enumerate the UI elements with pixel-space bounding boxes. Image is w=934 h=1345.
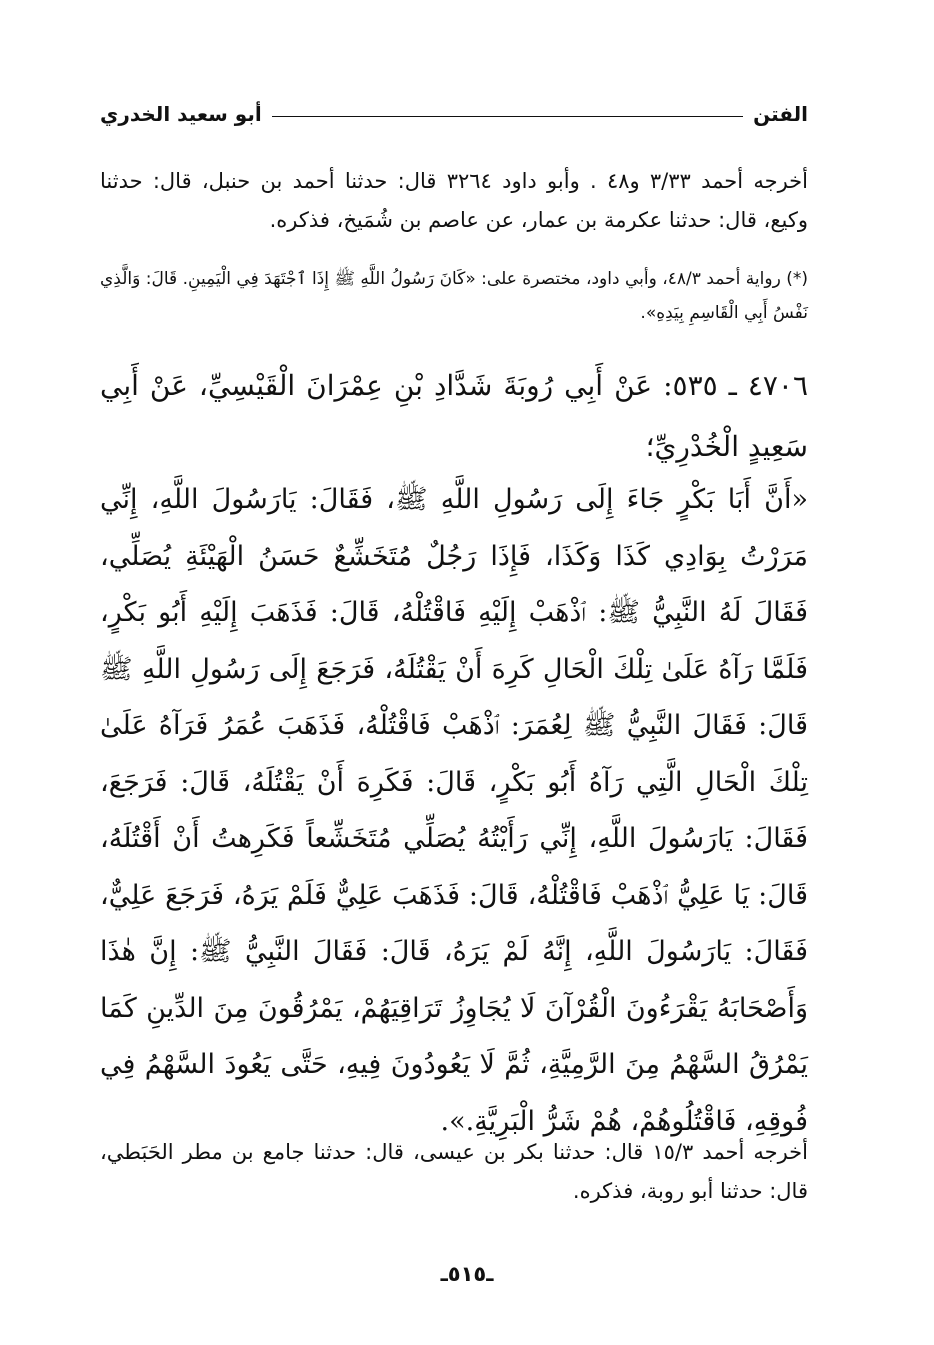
takhrij-paragraph-1: أخرجه أحمد ٣/٣٣ و٤٨ . وأبو داود ٣٢٦٤ قال: حدثنا أحمد بن حنبل، قال: حدثنا وكيع، قال: حدثنا عكرمة بن عمار، عن عاصم بن شُمَيخ، فذكره. bbox=[100, 169, 808, 232]
footnote: (*) رواية أحمد ٤٨/٣، وأبي داود، مختصرة على: «كَانَ رَسُولُ اللَّهِ ﷺ إِذَا ٱجْتَهَدَ فِي الْيَمِينِ. قَالَ: وَالَّذِي نَفْسُ أَبِي الْقَاسِمِ بِيَدِهِ». bbox=[100, 269, 808, 323]
header-rule bbox=[272, 116, 743, 117]
hadith-text: «أَنَّ أَبَا بَكْرٍ جَاءَ إِلَى رَسُولِ اللَّهِ ﷺ، فَقَالَ: يَارَسُولَ اللَّهِ، إِنِّي مَرَرْتُ بِوَادِي كَذَا وَكَذَا، فَإِذَا رَجُلٌ مُتَخَشِّعٌ حَسَنُ الْهَيْئَةِ يُصَلِّي، فَقَالَ لَهُ النَّبِيُّ ﷺ: ٱذْهَبْ إِلَيْهِ فَاقْتُلْهُ، قَالَ: فَذَهَبَ إِلَيْهِ أَبُو بَكْرٍ، فَلَمَّا رَآهُ عَلَىٰ تِلْكَ الْحَالِ كَرِهَ أَنْ يَقْتُلَهُ، فَرَجَعَ إِلَى رَسُولِ اللَّهِ ﷺ قَالَ: فَقَالَ النَّبِيُّ ﷺ لِعُمَرَ: ٱذْهَبْ فَاقْتُلْهُ، فَذَهَبَ عُمَرُ فَرَآهُ عَلَىٰ تِلْكَ الْحَالِ الَّتِي رَآهُ أَبُو بَكْرٍ، قَالَ: فَكَرِهَ أَنْ يَقْتُلَهُ، قَالَ: فَرَجَعَ، فَقَالَ: يَارَسُولَ اللَّهِ، إِنِّي رَأَيْتُهُ يُصَلِّي مُتَخَشِّعاً فَكَرِهتُ أَنْ أَقْتُلَهُ، قَالَ: يَا عَلِيُّ ٱذْهَبْ فَاقْتُلْهُ، قَالَ: فَذَهَبَ عَلِيٌّ فَلَمْ يَرَهُ، فَرَجَعَ عَلِيٌّ، فَقَالَ: يَارَسُولَ اللَّهِ، إِنَّهُ لَمْ يَرَهُ، قَالَ: فَقَالَ النَّبِيُّ ﷺ: إِنَّ هٰذَا وَأَصْحَابَهُ يَقْرَءُونَ الْقُرْآنَ لَا يُجَاوِزُ تَرَاقِيَهُمْ، يَمْرُقُونَ مِنَ الدِّينِ كَمَا يَمْرُقُ السَّهْمُ مِنَ الرَّمِيَّةِ، ثُمَّ لَا يَعُودُونَ فِيهِ، حَتَّى يَعُودَ السَّهْمُ فِي فُوقِهِ، فَاقْتُلُوهُمْ، هُمْ شَرُّ الْبَرِيَّةِ.». bbox=[100, 484, 808, 1137]
takhrij-paragraph-2: أخرجه أحمد ١٥/٣ قال: حدثنا بكر بن عيسى، قال: حدثنا جامع بن مطر الحَبَطي، قال: حدثنا أبو روبة، فذكره. bbox=[100, 1140, 808, 1203]
section-title: أبو سعيد الخدري bbox=[100, 102, 262, 126]
chapter-title: الفتن bbox=[753, 102, 808, 126]
running-header bbox=[100, 96, 808, 132]
page-number: ـ٥١٥ـ bbox=[440, 1262, 494, 1286]
hadith-heading: ٤٧٠٦ ـ ٥٣٥: عَنْ أَبِي رُوبَةَ شَدَّادِ بْنِ عِمْرَانَ الْقَيْسِيِّ، عَنْ أَبِي سَعِيدٍ الْخُدْرِيِّ؛ bbox=[100, 369, 808, 463]
